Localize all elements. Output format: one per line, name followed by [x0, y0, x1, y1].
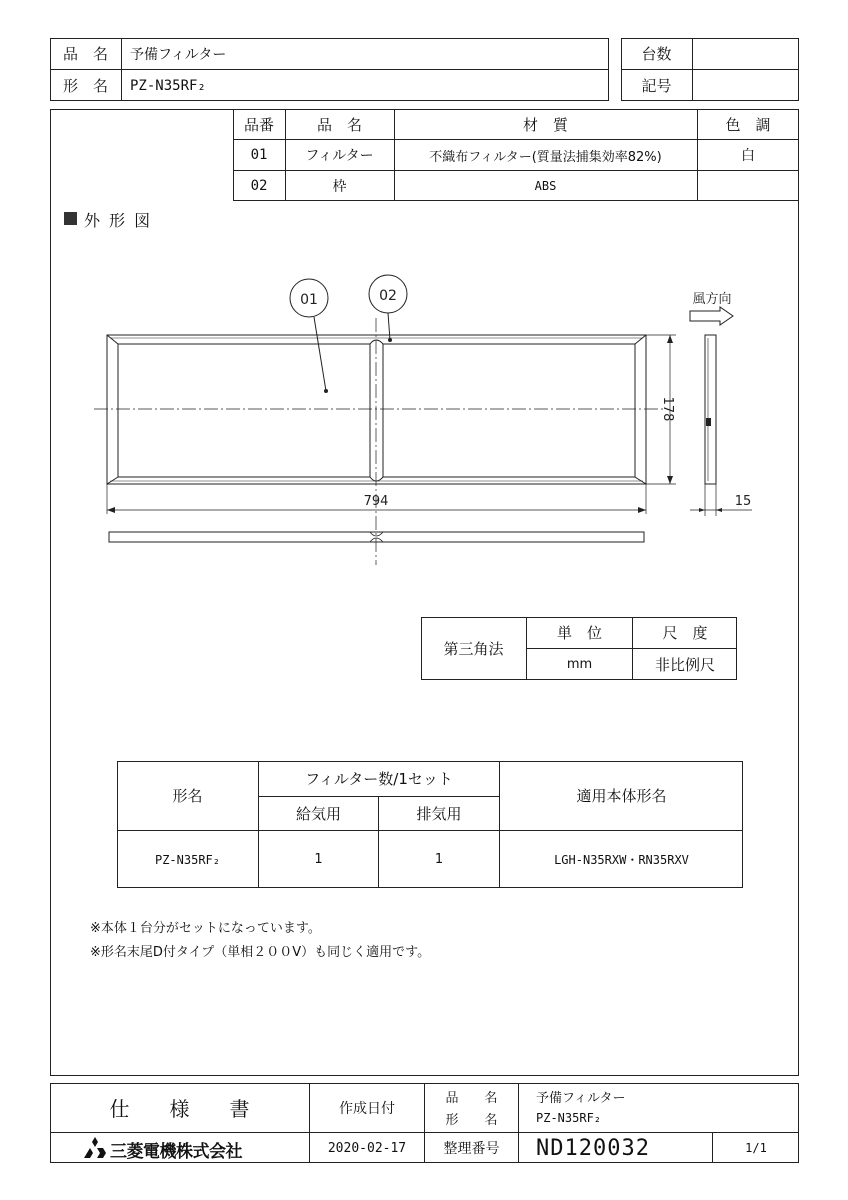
- created-label: 作成日付: [339, 1100, 395, 1117]
- set-applicable-header: 適用本体形名: [576, 787, 667, 805]
- unit-value: mm: [566, 657, 593, 672]
- model-value: PZ-N35RF₂: [130, 77, 206, 94]
- footer-model-value: PZ-N35RF₂: [536, 1111, 602, 1125]
- filter-side-view: [705, 335, 716, 484]
- quantity-label: 台数: [641, 45, 672, 63]
- note-line: ※本体１台分がセットになっています。: [90, 921, 321, 936]
- callout-02-text: 02: [379, 288, 397, 304]
- parts-row-name: フィルター: [305, 148, 374, 164]
- doc-no-label: 整理番号: [443, 1141, 500, 1157]
- filter-frame-inner: [118, 344, 370, 477]
- parts-row-material: ABS: [534, 179, 557, 193]
- footer-name-label: 品 名: [445, 1090, 498, 1106]
- mark-label: 記号: [641, 77, 672, 95]
- set-row-model: PZ-N35RF₂: [154, 852, 221, 867]
- model-label: 形 名: [62, 77, 108, 95]
- parts-header-material: 材 質: [522, 115, 568, 134]
- airflow-label: 風方向: [692, 292, 732, 307]
- set-exhaust-header: 排気用: [416, 805, 462, 823]
- company-name: 三菱電機株式会社: [110, 1142, 242, 1162]
- doc-no-value: ND120032: [536, 1135, 650, 1161]
- parts-row-material: 不織布フィルター(質量法捕集効率82%): [429, 149, 662, 165]
- width-dimension: 794: [363, 494, 389, 509]
- set-row-supply: 1: [314, 852, 323, 867]
- footer-hline: [50, 1132, 309, 1133]
- scale-value: 非比例尺: [654, 656, 715, 674]
- section-title: 外 形 図: [84, 211, 153, 230]
- footer-title: 仕 様 書: [109, 1097, 250, 1121]
- set-supply-header: 給気用: [295, 805, 341, 823]
- set-model-header: 形名: [172, 787, 203, 805]
- set-row-applicable: LGH-N35RXW・RN35RXV: [554, 853, 689, 867]
- note-line: ※形名末尾D付タイプ（単相２００V）も同じく適用です。: [90, 945, 431, 960]
- created-value: 2020-02-17: [327, 1140, 407, 1156]
- projection-method: 第三角法: [443, 640, 504, 658]
- depth-dimension: 15: [734, 494, 752, 509]
- product-name-value: 予備フィルター: [130, 46, 227, 63]
- parts-header-no: 品番: [243, 115, 274, 134]
- footer-name-value: 予備フィルター: [536, 1090, 626, 1106]
- height-dimension: 178: [660, 396, 675, 422]
- page-number: 1/1: [745, 1141, 767, 1155]
- footer-vline: [518, 1083, 519, 1163]
- filter-frame-outer: [107, 335, 646, 484]
- set-filter-count-header: フィルター数/1セット: [305, 770, 453, 788]
- parts-row-name: 枠: [332, 179, 347, 195]
- mitsubishi-logo-icon: [82, 1136, 108, 1160]
- unit-label: 単 位: [556, 624, 602, 642]
- parts-header-name: 品 名: [316, 115, 362, 134]
- scale-label: 尺 度: [662, 624, 708, 642]
- parts-row-color: 白: [741, 148, 755, 164]
- set-row-exhaust: 1: [434, 852, 444, 867]
- parts-header-color: 色 調: [725, 115, 771, 134]
- parts-row-no: 01: [250, 147, 268, 163]
- parts-row-no: 02: [250, 178, 268, 194]
- airflow-arrow-icon: [690, 307, 733, 325]
- callout-01-text: 01: [300, 292, 318, 308]
- filter-frame-inner: [383, 344, 635, 477]
- footer-model-label: 形 名: [445, 1112, 498, 1128]
- product-name-label: 品 名: [62, 45, 108, 63]
- filter-bottom-view: [109, 532, 644, 542]
